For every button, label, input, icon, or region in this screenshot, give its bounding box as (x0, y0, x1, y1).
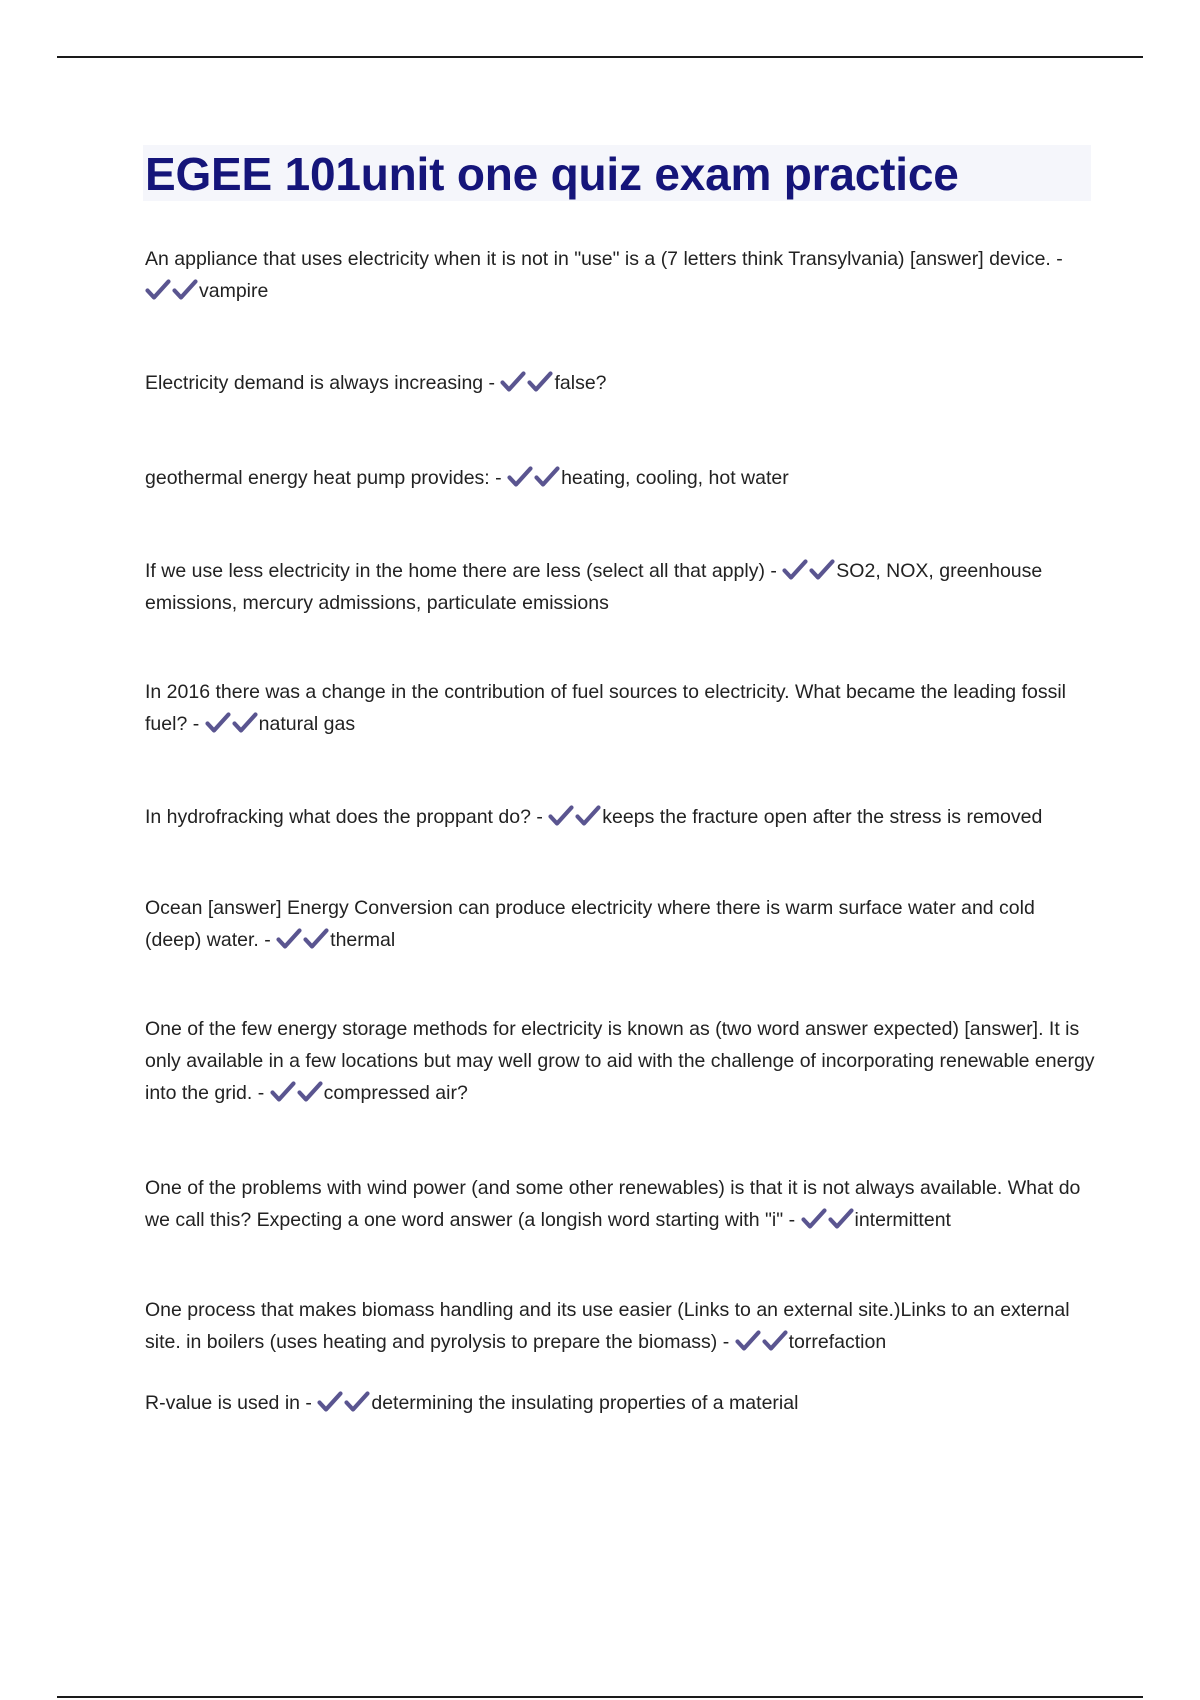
answer-text: torrefaction (788, 1331, 887, 1353)
separator-text: - (1050, 248, 1063, 270)
separator-text: - (530, 806, 549, 828)
qa-item (145, 1013, 1095, 1109)
qa-item (145, 462, 1095, 494)
qa-item (145, 1387, 1095, 1419)
separator-text: - (783, 1209, 801, 1231)
checkmark-icon (232, 712, 259, 734)
answer-text: determining the insulating properties of a material (371, 1392, 799, 1414)
question-text: In 2016 there was a change in the contribution of fuel sources to electricity. What became the leading fossil fuel? (145, 681, 1066, 735)
checkmark-icon (507, 466, 534, 488)
checkmark-icon (270, 1081, 297, 1103)
checkmark-icon (303, 928, 330, 950)
qa-item (145, 676, 1095, 740)
checkmark-icon (782, 559, 809, 581)
checkmark-icon (317, 1391, 344, 1413)
qa-item (145, 892, 1095, 956)
question-text: geothermal energy heat pump provides: (145, 467, 490, 489)
bottom-rule (57, 1696, 1143, 1698)
qa-item (145, 243, 1095, 307)
answer-text: false? (554, 372, 607, 394)
answer-text: SO2, NOX, greenhouse emissions, mercury admissions, particulate emissions (145, 560, 1043, 614)
answer-marker (500, 372, 554, 394)
answer-marker (548, 806, 602, 828)
checkmark-icon (344, 1391, 371, 1413)
separator-text: - (300, 1392, 318, 1414)
checkmark-icon (548, 805, 575, 827)
separator-text: - (489, 467, 508, 489)
answer-marker (205, 713, 259, 735)
answer-marker (735, 1331, 789, 1353)
checkmark-icon (762, 1330, 789, 1352)
answer-marker (317, 1392, 371, 1414)
answer-marker (801, 1209, 855, 1231)
separator-text: - (717, 1331, 735, 1353)
answer-marker (782, 560, 836, 582)
question-text: Electricity demand is always increasing (145, 372, 484, 394)
checkmark-icon (801, 1208, 828, 1230)
answer-marker (145, 280, 199, 302)
checkmark-icon (205, 712, 232, 734)
answer-text: natural gas (258, 713, 356, 735)
checkmark-icon (172, 279, 199, 301)
answer-marker (276, 929, 330, 951)
answer-text: heating, cooling, hot water (561, 467, 789, 489)
checkmark-icon (534, 466, 561, 488)
qa-item (145, 1294, 1095, 1358)
answer-text: intermittent (854, 1209, 951, 1231)
top-rule (57, 56, 1143, 58)
separator-text: - (252, 1082, 270, 1104)
qa-item (145, 1172, 1095, 1236)
separator-text: - (764, 560, 783, 582)
document-title: EGEE 101unit one quiz exam practice (145, 148, 959, 200)
checkmark-icon (297, 1081, 324, 1103)
checkmark-icon (735, 1330, 762, 1352)
answer-marker (507, 467, 561, 489)
question-text: One of the problems with wind power (and some other renewables) is that it is not always available. What do we call this? Expecting a one word answer (a longish word starting with "i" (145, 1177, 1081, 1231)
question-text: One process that makes biomass handling and its use easier (Links to an external site.)Links to an external site. in boilers (uses heating and pyrolysis to prepare the biomass) (145, 1299, 1070, 1353)
answer-text: thermal (330, 929, 396, 951)
answer-text: keeps the fracture open after the stress is removed (602, 806, 1043, 828)
answer-text: compressed air? (323, 1082, 468, 1104)
checkmark-icon (527, 371, 554, 393)
checkmark-icon (276, 928, 303, 950)
question-text: If we use less electricity in the home there are less (select all that apply) (145, 560, 765, 582)
qa-item (145, 367, 1095, 399)
question-text: One of the few energy storage methods for electricity is known as (two word answer expected) [answer]. It is only available in a few locations but may well grow to aid with the challenge of incorporating renewable energy into the grid. (145, 1018, 1095, 1104)
answer-text: vampire (199, 280, 269, 302)
separator-text: - (187, 713, 205, 735)
separator-text: - (258, 929, 277, 951)
qa-item (145, 801, 1095, 833)
question-text: In hydrofracking what does the proppant do? (145, 806, 531, 828)
question-text: Ocean [answer] Energy Conversion can produce electricity where there is warm surface water and cold (deep) water. (145, 897, 1035, 951)
separator-text: - (483, 372, 501, 394)
qa-item (145, 555, 1095, 619)
checkmark-icon (575, 805, 602, 827)
checkmark-icon (828, 1208, 855, 1230)
checkmark-icon (500, 371, 527, 393)
answer-marker (270, 1082, 324, 1104)
question-text: An appliance that uses electricity when it is not in "use" is a (7 letters think Transylvania) [answer] device. (145, 248, 1051, 270)
checkmark-icon (809, 559, 836, 581)
checkmark-icon (145, 279, 172, 301)
question-text: R-value is used in (145, 1392, 300, 1414)
